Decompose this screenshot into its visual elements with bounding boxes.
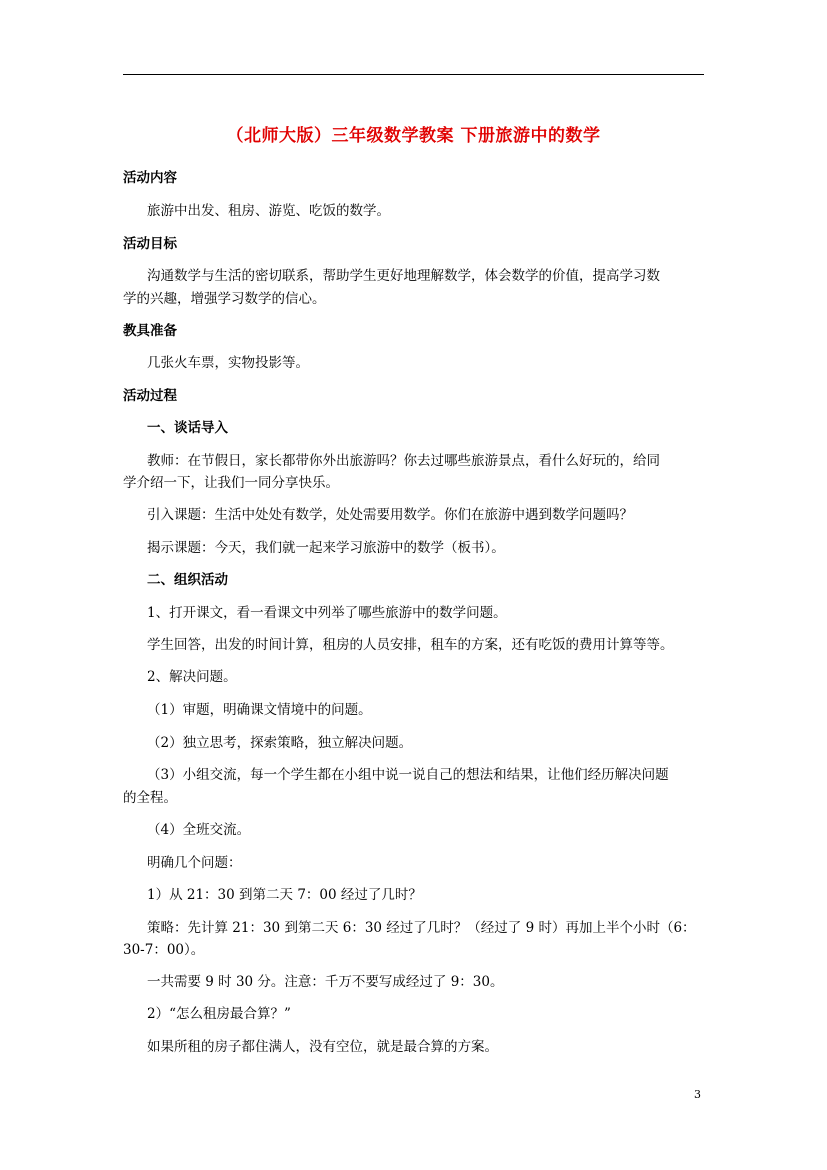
paragraph-line: （1）审题，明确课文情境中的问题。	[147, 702, 372, 718]
paragraph-line: 学介绍一下，让我们一同分享快乐。	[123, 475, 339, 491]
paragraph-line: 一共需要 9 时 30 分。注意：千万不要写成经过了 9：30。	[147, 974, 504, 990]
paragraph-line: 引入课题：生活中处处有数学，处处需要用数学。你们在旅游中遇到数学问题吗？	[147, 507, 633, 523]
paragraph-line: （4）全班交流。	[147, 822, 251, 838]
paragraph-line: 的全程。	[123, 790, 177, 806]
paragraph-line: 1）从 21：30 到第二天 7：00 经过了几时？	[147, 887, 422, 903]
paragraph-line: 旅游中出发、租房、游览、吃饭的数学。	[147, 203, 390, 219]
document-title: （北师大版）三年级数学教案 下册旅游中的数学	[226, 126, 601, 146]
section-heading: 活动过程	[123, 388, 177, 404]
section-heading: 活动目标	[123, 236, 177, 252]
paragraph-line: 几张火车票，实物投影等。	[147, 355, 309, 371]
paragraph-line: 学的兴趣，增强学习数学的信心。	[123, 291, 326, 307]
paragraph-line: （3）小组交流，每一个学生都在小组中说一说自己的想法和结果，让他们经历解决问题	[147, 767, 669, 783]
paragraph-line: 2）“怎么租房最合算？”	[147, 1006, 291, 1022]
paragraph-line: 2、解决问题。	[147, 669, 237, 685]
paragraph-line: 学生回答，出发的时间计算，租房的人员安排，租车的方案，还有吃饭的费用计算等等。	[147, 637, 674, 653]
paragraph-line: 如果所租的房子都住满人，没有空位，就是最合算的方案。	[147, 1039, 498, 1055]
paragraph-line: 1、打开课文，看一看课文中列举了哪些旅游中的数学问题。	[147, 605, 507, 621]
paragraph-line: （2）独立思考，探索策略，独立解决问题。	[147, 735, 413, 751]
header-rule	[123, 74, 704, 75]
paragraph-line: 30-7：00）。	[123, 942, 205, 958]
section-heading: 活动内容	[123, 170, 177, 186]
section-heading: 教具准备	[123, 323, 177, 339]
paragraph-line: 揭示课题：今天，我们就一起来学习旅游中的数学（板书）。	[147, 540, 505, 556]
paragraph-line: 沟通数学与生活的密切联系，帮助学生更好地理解数学，体会数学的价值，提高学习数	[147, 268, 660, 284]
page-number: 3	[694, 1088, 701, 1101]
paragraph-line: 明确几个问题：	[147, 855, 242, 871]
paragraph-line: 策略：先计算 21：30 到第二天 6：30 经过了几时？（经过了 9 时）再加上半个小时（6：	[147, 920, 696, 936]
paragraph-line: 教师：在节假日，家长都带你外出旅游吗？你去过哪些旅游景点，看什么好玩的，给同	[147, 453, 660, 469]
subsection-heading: 一、谈话导入	[147, 420, 228, 436]
subsection-heading: 二、组织活动	[147, 572, 228, 588]
